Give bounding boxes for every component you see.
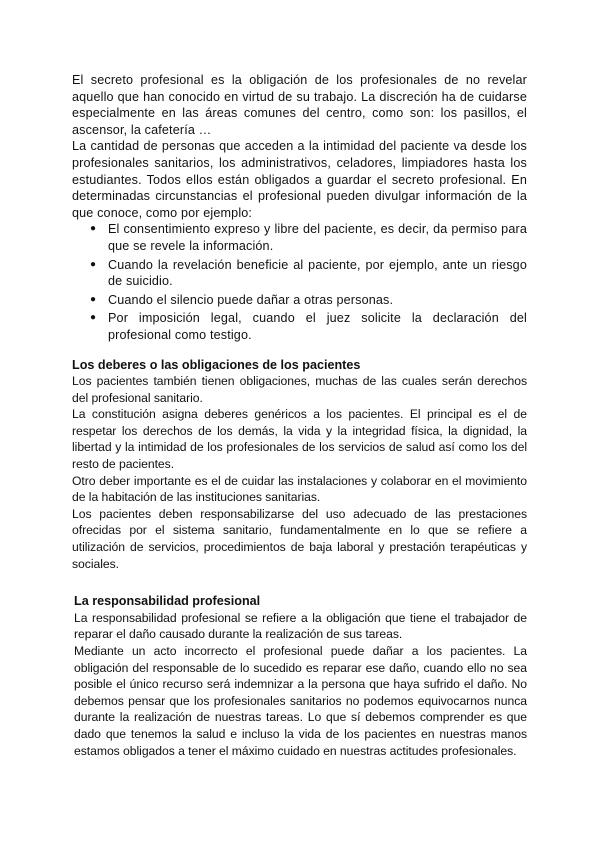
bullet-icon: ●	[90, 312, 97, 324]
list-item	[90, 310, 527, 343]
paragraph: Mediante un acto incorrecto el profesional puede dañar a los pacientes. La obligación del responsable de lo sucedido es reparar ese daño, cuando ello no sea posible el único recurso será indemnizar a la persona que haya sufrido el daño. No debemos pensar que los profesionales sanitarios no podemos equivocarnos nunca durante la realización de nuestras tareas. Lo que sí debemos comprender es que dado que tenemos la salud e incluso la vida de los pacientes en nuestras manos estamos obligados a tener el máximo cuidado en nuestras actitudes profesionales.	[74, 644, 527, 758]
bullet-icon: ●	[90, 223, 97, 235]
list-item-text: Cuando el silencio puede dañar a otras personas.	[108, 292, 394, 307]
list-item	[90, 257, 527, 290]
bullet-list	[72, 221, 527, 343]
list-item-text: Cuando la revelación beneficie al paciente, por ejemplo, ante un riesgo de suicidio.	[108, 257, 527, 289]
bullet-icon: ●	[90, 258, 97, 270]
paragraph: La constitución asigna deberes genéricos a los pacientes. El principal es el de respetar los derechos de los demás, la vida y la integridad física, la dignidad, la libertad y la intimidad de los profesionales de los servicios de salud así como los del resto de pacientes.	[72, 407, 527, 472]
bullet-icon: ●	[90, 293, 97, 305]
paragraph: La cantidad de personas que acceden a la intimidad del paciente va desde los profesionales sanitarios, los administrativos, celadores, limpiadores hasta los estudiantes. Todos ellos están obligados a guardar el secreto profesional. En determinadas circunstancias el profesional pueden divulgar información de la que conoce, como por ejemplo:	[72, 139, 527, 220]
list-item	[90, 292, 527, 309]
section-heading: La responsabilidad profesional	[74, 594, 261, 609]
paragraph: Los pacientes también tienen obligaciones, muchas de las cuales serán derechos del profesional sanitario.	[72, 374, 527, 405]
section-deberes-pacientes	[72, 357, 527, 573]
list-item	[90, 221, 527, 254]
paragraph: Los pacientes deben responsabilizarse del uso adecuado de las prestaciones ofrecidas por el sistema sanitario, fundamentalmente en lo que se refiere a utilización de servicios, procedimientos de baja laboral y prestación terapéuticas y sociales.	[72, 506, 527, 571]
paragraph: Otro deber importante es el de cuidar las instalaciones y colaborar en el movimiento de la habitación de las instituciones sanitarias.	[72, 473, 527, 505]
document-page	[72, 72, 527, 759]
section-responsabilidad-profesional	[72, 593, 527, 759]
list-item-text: Por imposición legal, cuando el juez solicite la declaración del profesional como testigo.	[108, 311, 527, 342]
list-item-text: El consentimiento expreso y libre del paciente, es decir, da permiso para que se revele la información.	[108, 222, 527, 253]
section-secreto-profesional	[72, 72, 527, 344]
paragraph: El secreto profesional es la obligación de los profesionales de no revelar aquello que han conocido en virtud de su trabajo. La discreción ha de cuidarse especialmente en las áreas comunes del centro, como son: los pasillos, el ascensor, la cafetería …	[72, 73, 527, 137]
paragraph: La responsabilidad profesional se refiere a la obligación que tiene el trabajador de reparar el daño causado durante la realización de sus tareas.	[74, 610, 527, 642]
section-heading: Los deberes o las obligaciones de los pacientes	[72, 357, 361, 372]
